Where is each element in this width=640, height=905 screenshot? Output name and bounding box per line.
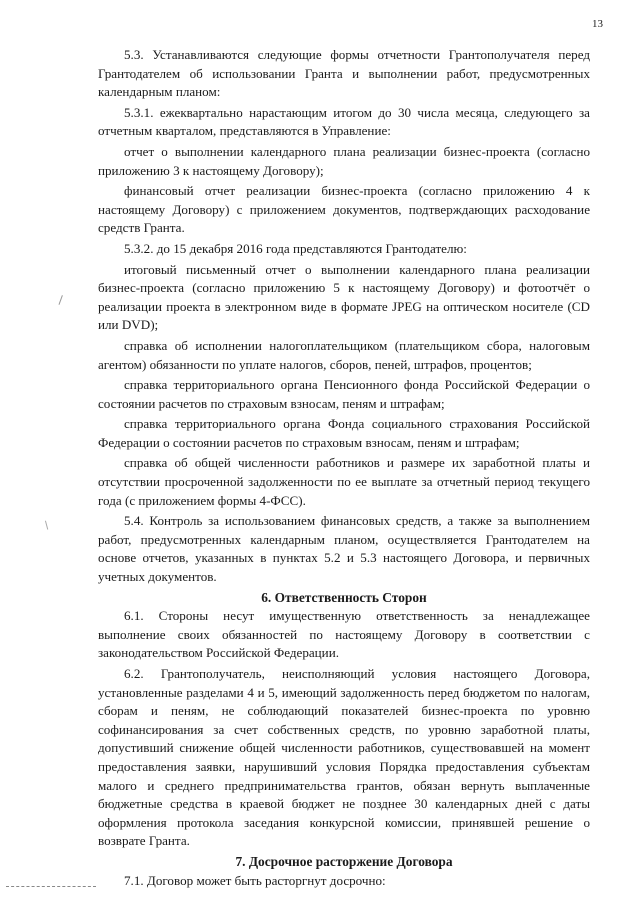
document-body [98,46,590,892]
paragraph-6-1: 6.1. Стороны несут имущественную ответственность за ненадлежащее выполнение своих обязанностей по настоящему Договору в соответствии с законодательством Российской Федерации. [98,608,590,661]
paragraph-7-1: 7.1. Договор может быть расторгнут досрочно: [124,872,386,888]
scan-mark [45,519,53,529]
list-item-final-report: итоговый письменный отчет о выполнении календарного плана реализации бизнес-проекта (согласно приложению 5 к настоящему Договору) и фотоотчёт о реализации проекта в электронном виде в формате JPEG на оптическом носителе (CD или DVD); [98,261,590,333]
section-7-heading: 7. Досрочное расторжение Договора [235,853,453,869]
scan-artifact-line [6,886,96,888]
list-item-financial-report: финансовый отчет реализации бизнес-проекта (согласно приложению 4 к настоящему Договору) с приложением документов, подтверждающих расходование средств Гранта. [98,183,590,236]
paragraph-5-4: 5.4. Контроль за использованием финансовых средств, а также за выполнением работ, предусмотренных календарным планом, осуществляется Грантодателем на основе отчетов, указанных в пунктах 5.2 и 5.3 настоящего Договора, и первичных учетных документов. [98,513,590,585]
page-number: 13 [592,18,603,30]
paragraph-5-3-2: 5.3.2. до 15 декабря 2016 года представляются Грантодателю: [124,240,467,256]
list-item-report-plan: отчет о выполнении календарного плана реализации бизнес-проекта (согласно приложению 3 к настоящему Договору); [98,143,590,178]
list-item-tax-certificate: справка об исполнении налогоплательщиком (плательщиком сбора, налоговым агентом) обязанности по уплате налогов, сборов, пеней, штрафов, процентов; [98,337,590,372]
paragraph-5-3-1: 5.3.1. ежеквартально нарастающим итогом до 30 числа месяца, следующего за отчетным кварталом, представляются в Управление: [98,104,590,139]
paragraph-5-3: 5.3. Устанавливаются следующие формы отчетности Грантополучателя перед Грантодателем об использовании Гранта и выполнении работ, предусмотренных календарным планом: [98,47,590,100]
paragraph-6-2: 6.2. Грантополучатель, неисполняющий условия настоящего Договора, установленные разделами 4 и 5, имеющий задолженность перед бюджетом по налогам, сборам и пеням, не соблюдающий показателей бизнес-проекта по уровню софинансирования за счет собственных средств, по уровню заработной платы, допустивший снижение общей численности работников, существовавшей на момент предоставления заявки, нарушивший условия Порядка предоставления субъектам малого и среднего предпринимательства грантов, обязан вернуть выплаченные бюджетные средства в краевой бюджет не позднее 30 календарных дней с даты оформления протокола заседания конкурсной комиссии, принявшей решение о возврате Гранта. [98,666,590,849]
list-item-pension-certificate: справка территориального органа Пенсионного фонда Российской Федерации о состоянии расчетов по страховым взносам, пеням и штрафам; [98,377,590,411]
list-item-employees-certificate: справка об общей численности работников и размере их заработной платы и отсутствии просроченной задолженности по ее выплате за отчетный период текущего года (с приложением формы 4-ФСС). [98,455,590,508]
section-6-heading: 6. Ответственность Сторон [261,589,427,605]
scan-mark [59,295,69,307]
list-item-social-insurance-certificate: справка территориального органа Фонда социального страхования Российской Федерации о состоянии расчетов по страховым взносам, пеням и штрафам; [98,416,590,450]
